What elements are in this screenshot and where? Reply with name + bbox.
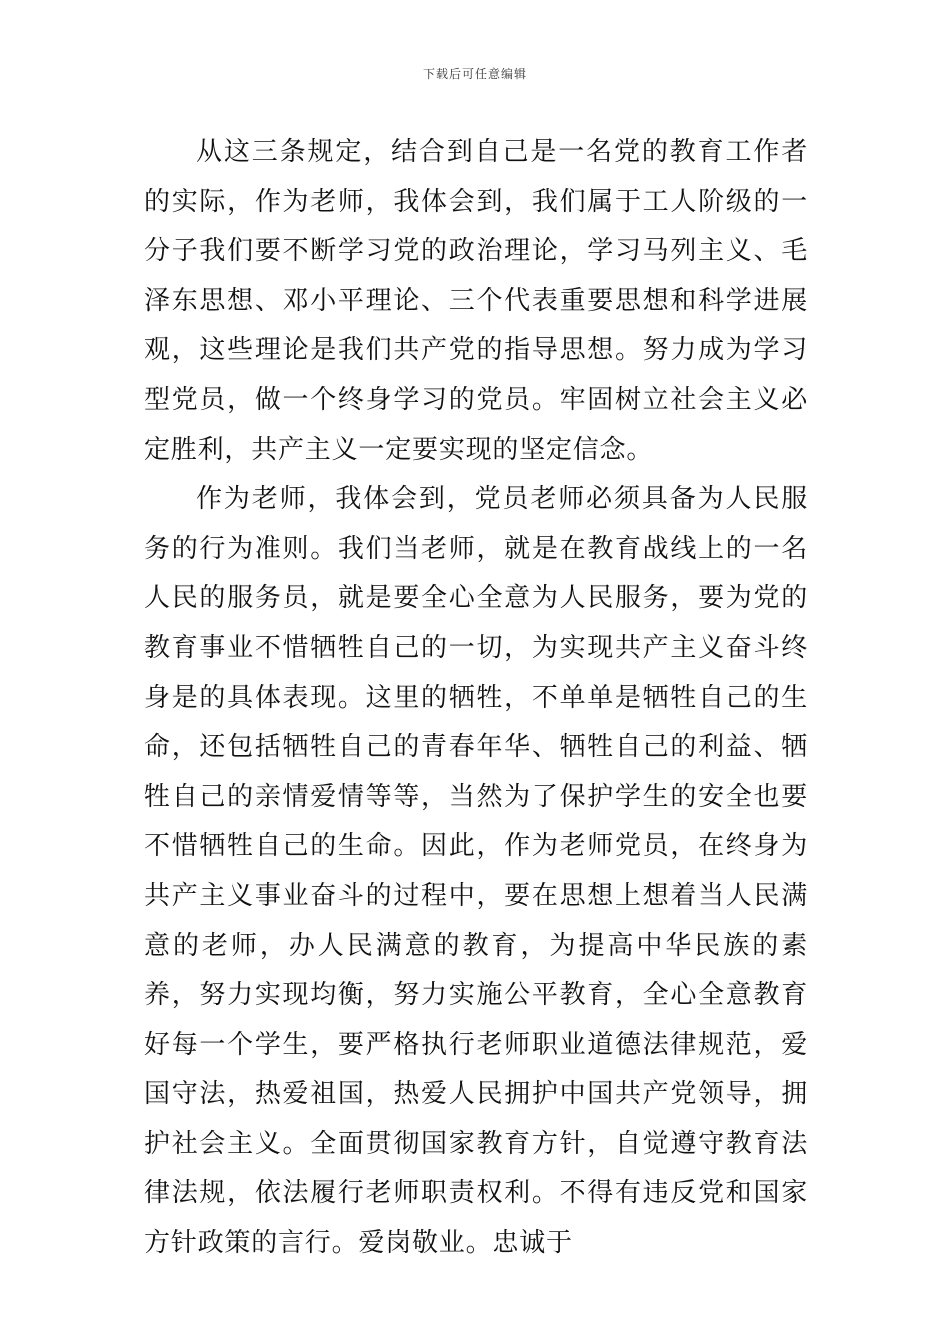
paragraph-2: 作为老师，我体会到，党员老师必须具备为人民服务的行为准则。我们当老师，就是在教育战线上的一名人民的服务员，就是要全心全意为人民服务，要为党的教育事业不惜牺牲自己的一切，为实现共产主义奋斗终身是的具体表现。这里的牺牲，不单单是牺牲自己的生命，还包括牺牲自己的青春年华、牺牲自己的利益、牺牲自己的亲情爱情等等，当然为了保护学生的安全也要不惜牺牲自己的生命。因此，作为老师党员，在终身为共产主义事业奋斗的过程中，要在思想上想着当人民满意的老师，办人民满意的教育，为提高中华民族的素养，努力实现均衡，努力实施公平教育，全心全意教育好每一个学生，要严格执行老师职业道德法律规范，爱国守法，热爱祖国，热爱人民拥护中国共产党领导，拥护社会主义。全面贯彻国家教育方针，自觉遵守教育法律法规，依法履行老师职责权利。不得有违反党和国家方针政策的言行。爱岗敬业。忠诚于 <box>144 484 808 1259</box>
document-body <box>144 128 808 1269</box>
header-note: 下载后可任意编辑 <box>422 67 527 81</box>
paragraph-1: 从这三条规定，结合到自己是一名党的教育工作者的实际，作为老师，我体会到，我们属于工人阶级的一分子我们要不断学习党的政治理论，学习马列主义、毛泽东思想、邓小平理论、三个代表重要思想和科学进展观，这些理论是我们共产党的指导思想。努力成为学习型党员，做一个终身学习的党员。牢固树立社会主义必定胜利，共产主义一定要实现的坚定信念。 <box>144 137 808 465</box>
